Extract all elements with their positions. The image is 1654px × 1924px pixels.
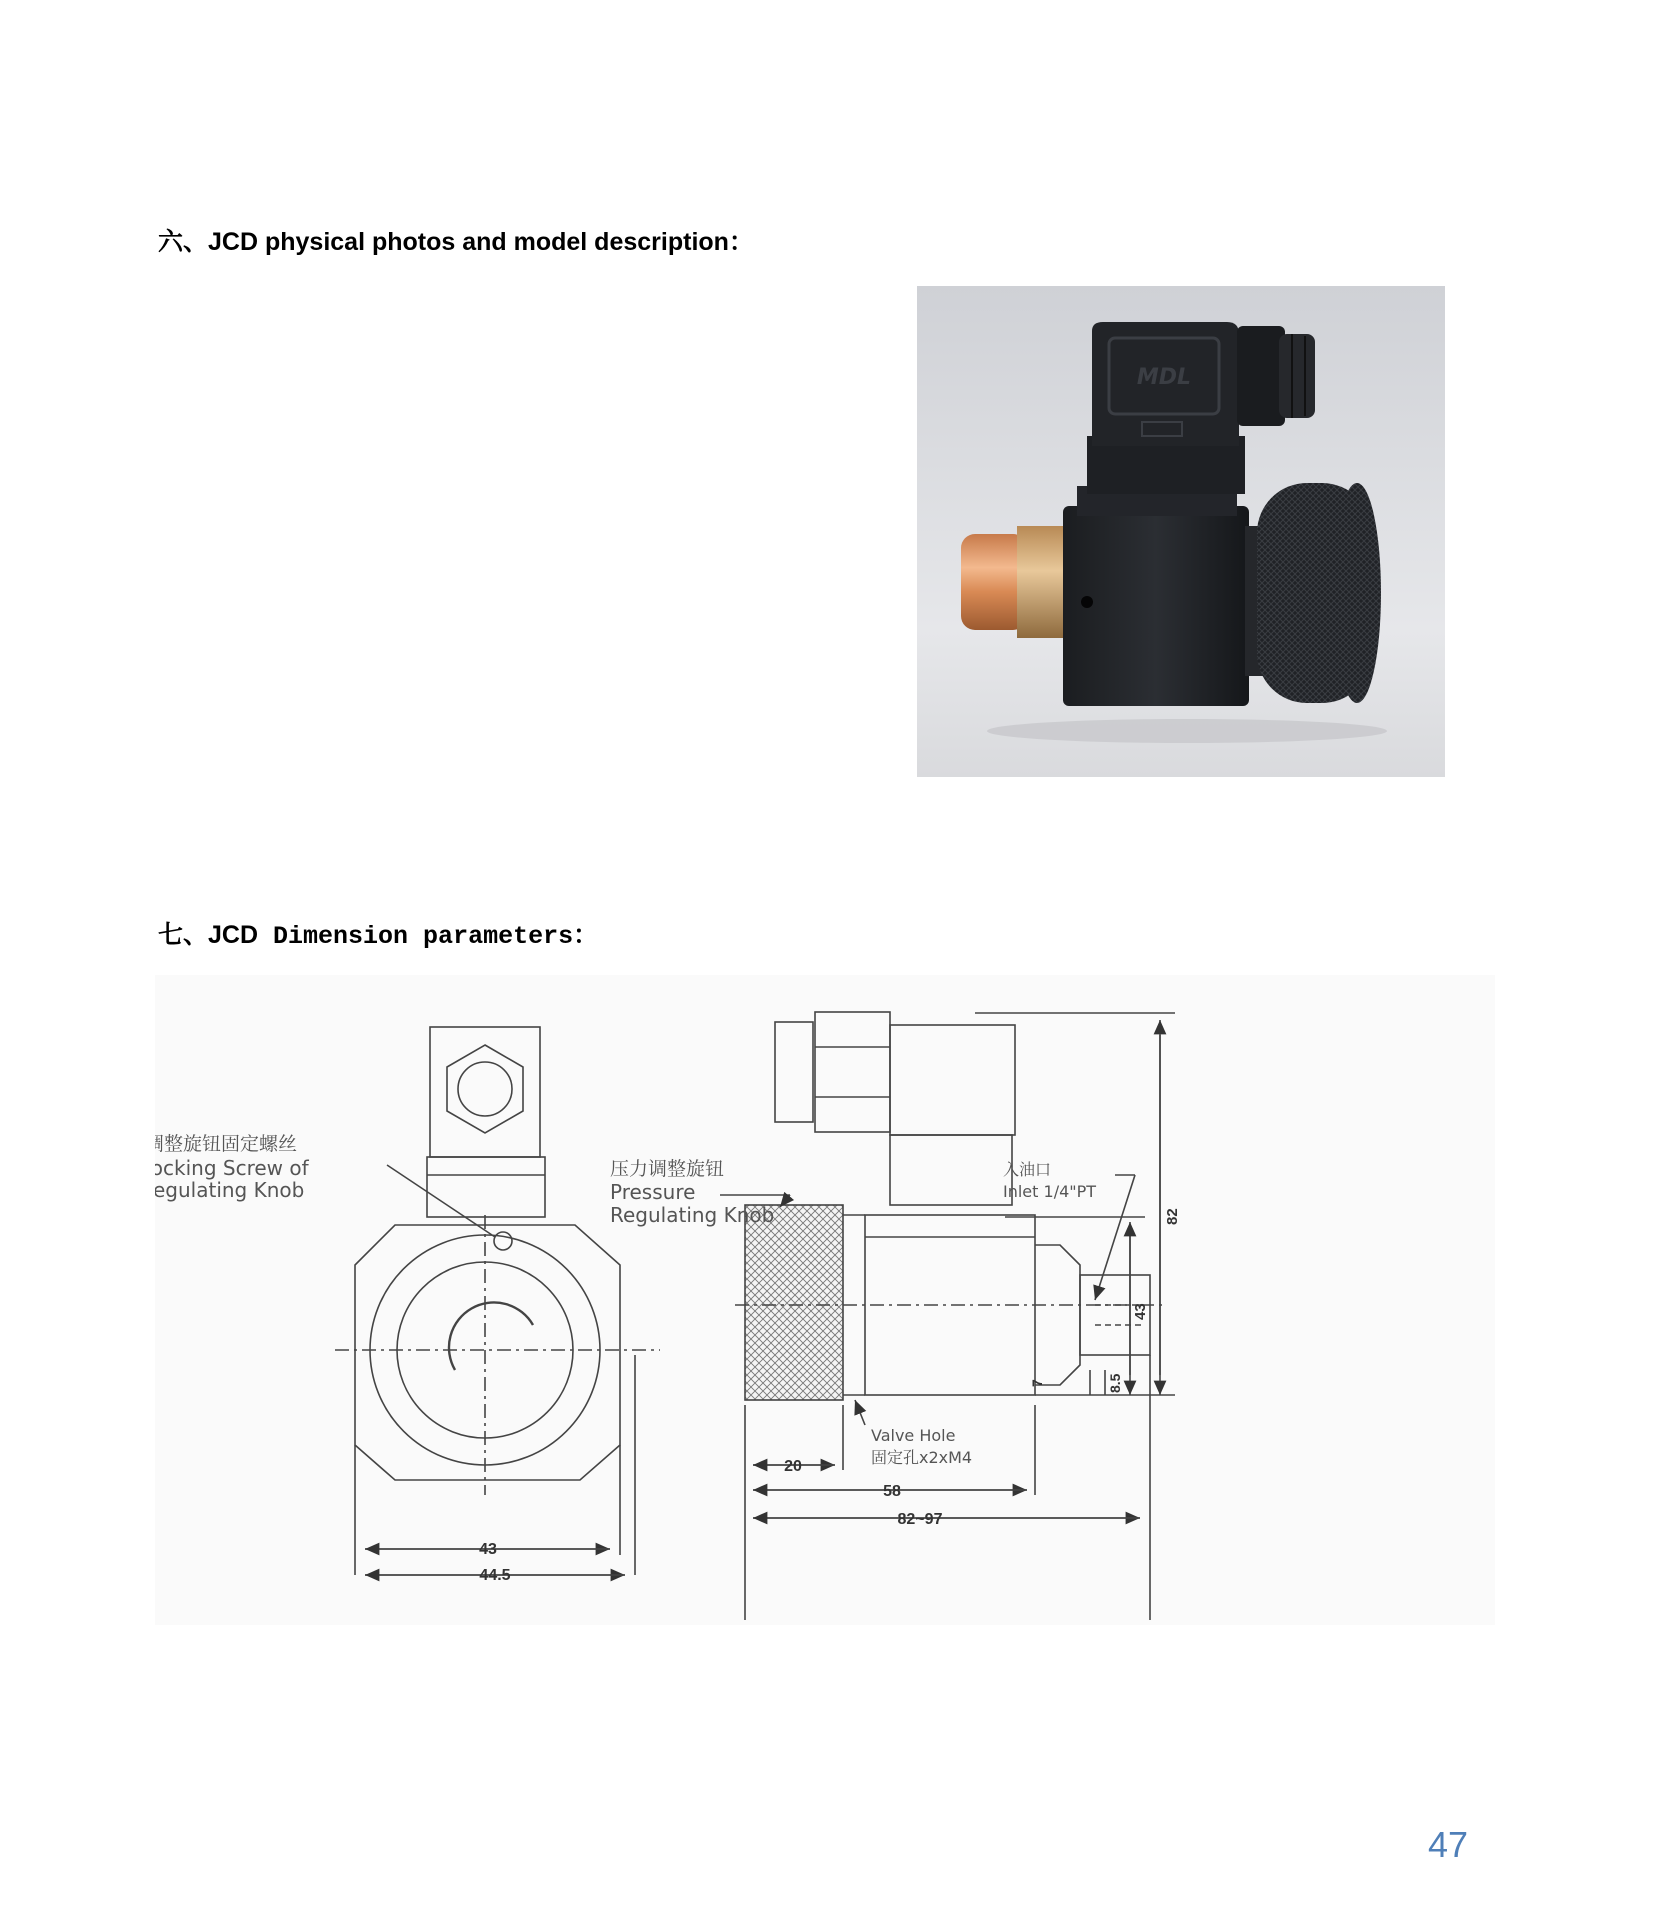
pressure-knob-label-cn: 压力调整旋钮 — [610, 1158, 725, 1180]
inlet-label-cn: 入油口 — [1003, 1160, 1052, 1179]
side-dim-58: 58 — [883, 1483, 901, 1500]
pressure-knob-label-en-2: Regulating Knob — [610, 1203, 775, 1227]
side-dim-82-97: 82~97 — [897, 1511, 943, 1528]
side-dim-20: 20 — [784, 1458, 802, 1475]
section-6-title: JCD physical photos and model description： — [208, 228, 754, 256]
valve-hole-label-en: Valve Hole — [871, 1426, 956, 1445]
locking-screw-label-en-2: Regulating Knob — [155, 1178, 305, 1202]
side-dim-7: 7 — [1029, 1379, 1045, 1387]
inlet-label-en: Inlet 1/4"PT — [1003, 1182, 1097, 1201]
locking-screw-label-cn: 调整旋钮固定螺丝 — [155, 1133, 298, 1155]
section-7-title-a: JCD — [208, 921, 259, 949]
side-dim-8-5: 8.5 — [1107, 1373, 1123, 1393]
front-dim-44-5: 44.5 — [479, 1567, 511, 1584]
valve-hole-label-cn: 固定孔x2xM4 — [871, 1448, 973, 1467]
section-7-title-b: Dimension parameters： — [258, 922, 599, 951]
product-photo — [917, 286, 1445, 777]
front-dim-43: 43 — [479, 1541, 497, 1558]
side-dim-43: 43 — [1132, 1303, 1149, 1320]
section-7-prefix: 七、 — [158, 921, 209, 949]
page-number: 47 — [1428, 1824, 1469, 1865]
dimension-drawing — [155, 975, 1495, 1625]
side-dim-82: 82 — [1164, 1208, 1181, 1225]
section-7-heading — [158, 915, 598, 951]
connector-brand-text: MDL — [1136, 365, 1192, 390]
pressure-knob-label-en-1: Pressure — [610, 1180, 696, 1204]
locking-screw-label-en-1: Locking Screw of — [155, 1156, 309, 1180]
section-6-heading — [158, 222, 754, 258]
section-6-prefix: 六、 — [158, 228, 209, 256]
